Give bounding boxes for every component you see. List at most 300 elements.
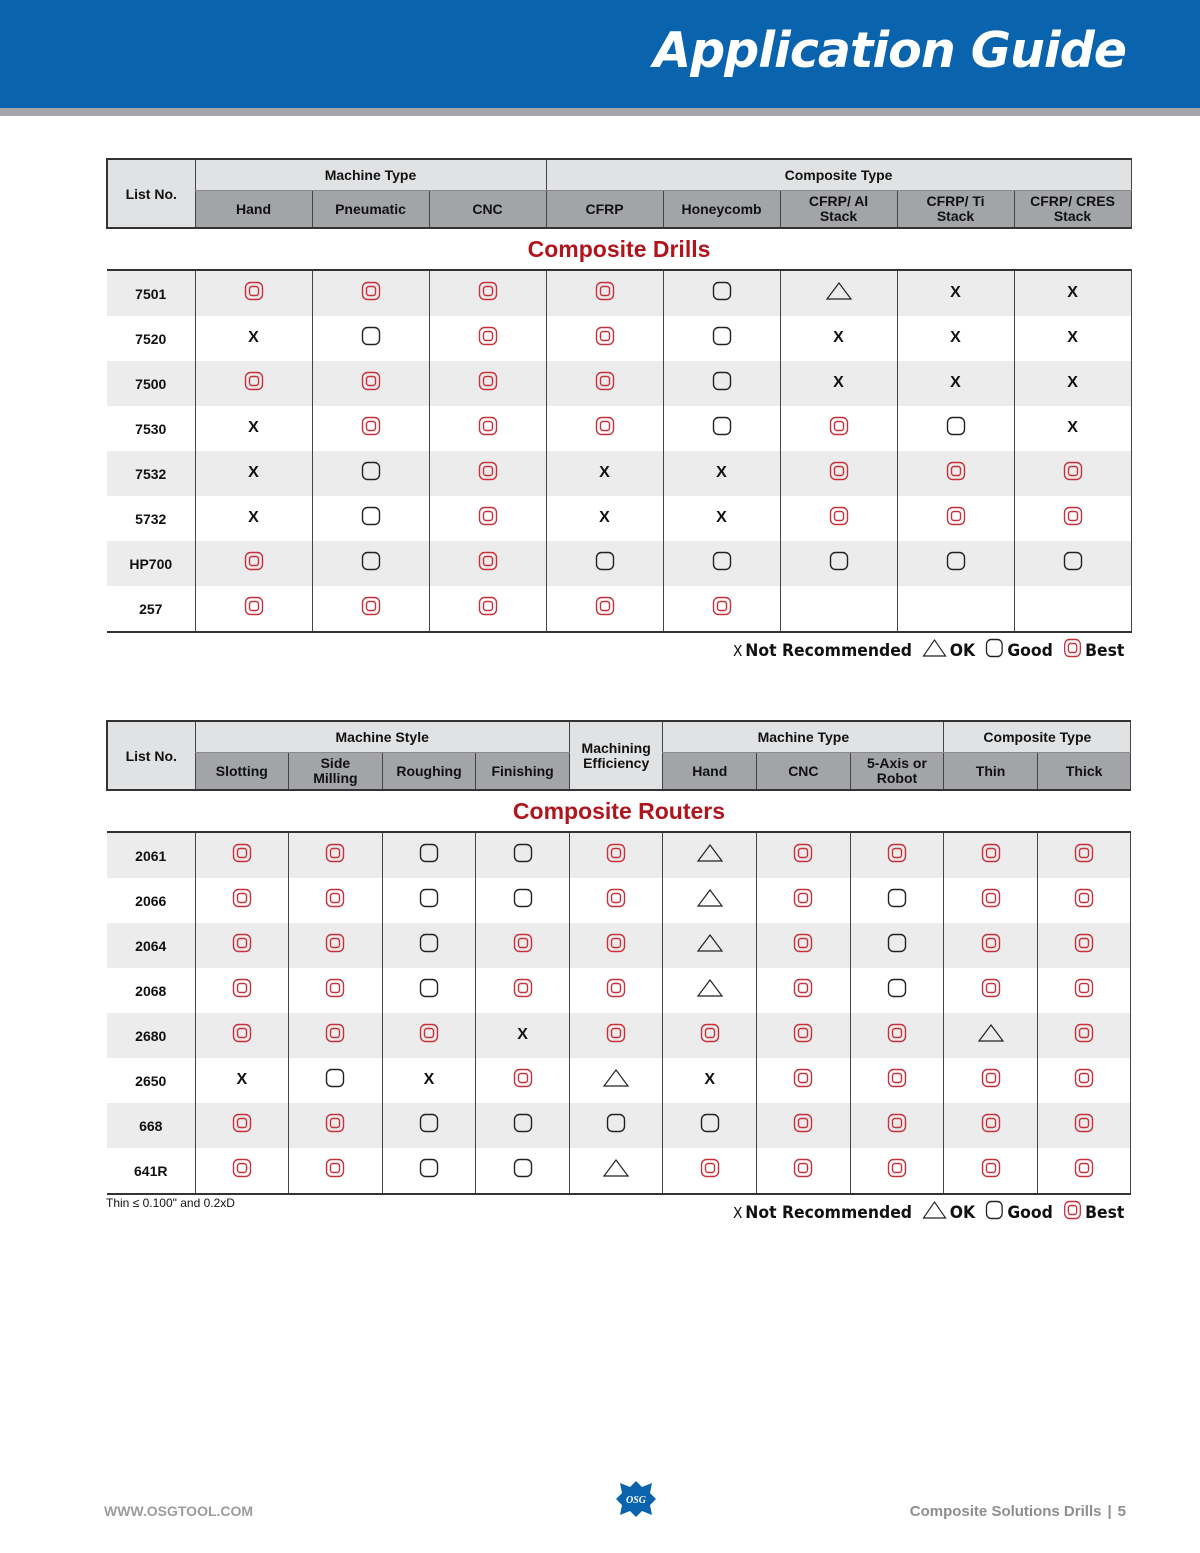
rating-cell	[289, 968, 383, 1013]
rating-cell	[289, 1103, 383, 1148]
rating-cell	[195, 1148, 289, 1194]
good-icon	[945, 416, 967, 441]
rating-cell	[382, 1058, 476, 1103]
best-icon	[594, 326, 616, 351]
best-icon	[605, 978, 627, 1003]
rating-cell	[944, 832, 1038, 878]
group-header-composite-type: Composite Type	[944, 721, 1131, 753]
rating-cell	[382, 878, 476, 923]
rating-cell	[757, 1058, 851, 1103]
not-recommended-mark: X	[950, 284, 961, 302]
list-number: 2650	[135, 1072, 167, 1089]
best-icon	[477, 506, 499, 531]
not-recommended-mark: X	[599, 509, 610, 527]
table-row	[107, 586, 1131, 632]
list-no-header: List No.	[107, 721, 195, 790]
rating-cell	[663, 541, 780, 586]
best-icon	[231, 978, 253, 1003]
footnote: Thin ≤ 0.100" and 0.2xD	[106, 1196, 235, 1210]
rating-cell	[663, 832, 757, 878]
best-icon	[792, 1158, 814, 1183]
best-icon	[324, 1023, 346, 1048]
rating-cell	[850, 832, 944, 878]
good-icon	[360, 506, 382, 531]
col-header-honeycomb: Honeycomb	[663, 191, 780, 229]
rating-cell	[289, 1058, 383, 1103]
rating-cell	[429, 361, 546, 406]
ok-icon	[977, 1023, 1005, 1048]
best-icon	[477, 281, 499, 306]
best-icon	[594, 281, 616, 306]
list-number: 7530	[135, 420, 167, 437]
rating-cell	[897, 586, 1014, 632]
best-icon	[324, 1113, 346, 1138]
rating-cell	[476, 1013, 570, 1058]
footer-doc-title: Composite Solutions Drills	[909, 1503, 1102, 1520]
table-row	[107, 1103, 1131, 1148]
footer-url[interactable]: WWW.OSGTOOL.COM	[104, 1503, 254, 1519]
legend-label: Good	[1006, 640, 1053, 661]
best-icon	[324, 1158, 346, 1183]
list-number: 2066	[135, 892, 167, 909]
rating-cell	[546, 541, 663, 586]
rating-cell	[312, 496, 429, 541]
rating-cell	[850, 1013, 944, 1058]
ok-icon	[825, 281, 853, 306]
best-icon	[945, 461, 967, 486]
legend-label: Not Recommended	[744, 640, 912, 661]
not-recommended-mark: X	[704, 1071, 716, 1089]
rating-cell	[289, 832, 383, 878]
best-icon	[594, 416, 616, 441]
table-row	[107, 832, 1131, 878]
legend-good-icon	[984, 638, 1004, 663]
best-icon	[980, 888, 1002, 913]
col-header-pneumatic: Pneumatic	[312, 191, 429, 229]
rating-cell	[312, 406, 429, 451]
best-icon	[792, 978, 814, 1003]
rating-cell	[476, 1148, 570, 1194]
rating-cell	[944, 923, 1038, 968]
col-header-roughing: Roughing	[382, 753, 476, 791]
best-icon	[886, 1113, 908, 1138]
col-header-text: CFRP/ Ti Stack	[926, 193, 985, 224]
page-number: 5	[1117, 1503, 1126, 1520]
rating-cell	[382, 1103, 476, 1148]
list-number: 7520	[135, 330, 167, 347]
page-title: Application Guide	[653, 22, 1126, 79]
best-icon	[792, 1113, 814, 1138]
rating-cell	[429, 541, 546, 586]
rating-cell	[569, 923, 663, 968]
best-icon	[324, 888, 346, 913]
best-icon	[1073, 1158, 1095, 1183]
good-icon	[418, 1113, 440, 1138]
rating-cell	[1014, 451, 1131, 496]
rating-cell	[663, 1148, 757, 1194]
rating-cell	[1037, 1013, 1131, 1058]
rating-cell	[1014, 270, 1131, 316]
best-icon	[886, 1023, 908, 1048]
best-icon	[980, 1113, 1002, 1138]
list-number: 5732	[135, 510, 167, 527]
col-header-thin: Thin	[944, 753, 1038, 791]
best-icon	[231, 1113, 253, 1138]
good-icon	[418, 978, 440, 1003]
col-header-thick: Thick	[1037, 753, 1131, 791]
rating-cell	[757, 878, 851, 923]
best-icon	[1062, 506, 1084, 531]
best-icon	[324, 978, 346, 1003]
legend-label: OK	[949, 1202, 975, 1223]
best-icon	[828, 506, 850, 531]
ok-icon	[696, 888, 724, 913]
good-icon	[711, 371, 733, 396]
legend-label: Not Recommended	[744, 1202, 912, 1223]
legend-ok-icon	[921, 1200, 947, 1225]
best-icon	[231, 843, 253, 868]
legend-x-icon: X	[732, 641, 743, 660]
legend-label: Best	[1084, 1202, 1124, 1223]
good-icon	[711, 326, 733, 351]
list-number: 7532	[107, 451, 195, 496]
rating-cell	[195, 451, 312, 496]
rating-cell	[897, 451, 1014, 496]
col-header-cfrp-al-stack	[780, 191, 897, 229]
rating-cell	[897, 406, 1014, 451]
col-header-cfrp: CFRP	[546, 191, 663, 229]
rating-cell	[897, 496, 1014, 541]
rating-cell	[663, 1013, 757, 1058]
rating-cell	[382, 923, 476, 968]
table-row	[107, 1058, 1131, 1103]
rating-cell	[1014, 586, 1131, 632]
col-header-hand: Hand	[663, 753, 757, 791]
rating-cell	[663, 586, 780, 632]
rating-cell	[1014, 316, 1131, 361]
not-recommended-mark: X	[248, 419, 259, 437]
rating-cell	[195, 968, 289, 1013]
table-row	[107, 968, 1131, 1013]
list-number: 2680	[107, 1013, 195, 1058]
best-icon	[605, 1023, 627, 1048]
rating-cell	[195, 923, 289, 968]
best-icon	[792, 933, 814, 958]
not-recommended-mark: X	[423, 1071, 435, 1089]
col-header-cfrp-cres-stack	[1014, 191, 1131, 229]
rating-cell	[546, 406, 663, 451]
rating-cell	[663, 316, 780, 361]
rating-cell	[897, 316, 1014, 361]
rating-cell	[944, 968, 1038, 1013]
rating-cell	[663, 361, 780, 406]
table-row	[107, 923, 1131, 968]
rating-cell	[312, 541, 429, 586]
best-icon	[477, 371, 499, 396]
rating-cell	[850, 1148, 944, 1194]
legend-good-icon	[984, 1200, 1004, 1225]
best-icon	[1073, 933, 1095, 958]
rating-cell	[546, 586, 663, 632]
not-recommended-mark: X	[833, 329, 844, 347]
best-icon	[711, 596, 733, 621]
rating-cell	[429, 496, 546, 541]
good-icon	[945, 551, 967, 576]
best-icon	[792, 1023, 814, 1048]
rating-cell	[780, 586, 897, 632]
list-number: 641R	[107, 1148, 195, 1194]
good-icon	[512, 1158, 534, 1183]
not-recommended-mark: X	[248, 329, 259, 347]
best-icon	[605, 933, 627, 958]
rating-cell	[429, 270, 546, 316]
rating-cell	[850, 968, 944, 1013]
rating-cell	[663, 968, 757, 1013]
drills-table	[106, 158, 1132, 633]
rating-cell	[476, 1103, 570, 1148]
rating-cell	[1037, 1103, 1131, 1148]
rating-cell	[289, 1148, 383, 1194]
not-recommended-mark: X	[248, 509, 259, 527]
rating-cell	[195, 832, 289, 878]
rating-cell	[195, 541, 312, 586]
best-icon	[231, 888, 253, 913]
good-icon	[886, 888, 908, 913]
best-icon	[594, 371, 616, 396]
rating-cell	[944, 1103, 1038, 1148]
rating-cell	[195, 316, 312, 361]
rating-cell	[569, 1103, 663, 1148]
rating-cell	[780, 406, 897, 451]
best-icon	[360, 416, 382, 441]
group-header-machine-type: Machine Type	[663, 721, 944, 753]
good-icon	[360, 461, 382, 486]
best-icon	[360, 371, 382, 396]
best-icon	[1062, 461, 1084, 486]
good-icon	[711, 416, 733, 441]
best-icon	[231, 933, 253, 958]
rating-cell	[944, 1013, 1038, 1058]
best-icon	[324, 843, 346, 868]
table-row	[107, 361, 1131, 406]
ok-icon	[696, 933, 724, 958]
best-icon	[243, 551, 265, 576]
legend-label: Good	[1006, 1202, 1053, 1223]
rating-cell	[1014, 541, 1131, 586]
rating-cell	[569, 878, 663, 923]
good-icon	[699, 1113, 721, 1138]
good-icon	[711, 551, 733, 576]
col-header-cnc: CNC	[429, 191, 546, 229]
not-recommended-mark: X	[716, 464, 727, 482]
footer-separator: |	[1107, 1503, 1112, 1520]
not-recommended-mark: X	[248, 464, 259, 482]
list-number: 7500	[107, 361, 195, 406]
list-number: 2068	[135, 982, 167, 999]
rating-cell	[663, 1103, 757, 1148]
best-icon	[1073, 1068, 1095, 1093]
col-header-text: CFRP/ CRES Stack	[1030, 193, 1115, 224]
rating-cell	[476, 878, 570, 923]
rating-cell	[476, 1058, 570, 1103]
not-recommended-mark: X	[950, 374, 961, 392]
col-header-side-milling	[289, 753, 383, 791]
rating-cell	[569, 832, 663, 878]
rating-cell	[195, 270, 312, 316]
rating-cell	[1037, 1058, 1131, 1103]
rating-cell	[663, 1058, 757, 1103]
col-header-5-axis-robot	[850, 753, 944, 791]
rating-cell	[897, 541, 1014, 586]
group-header-composite-type: Composite Type	[546, 159, 1131, 191]
good-icon	[711, 281, 733, 306]
best-icon	[243, 281, 265, 306]
rating-cell	[780, 451, 897, 496]
ok-icon	[696, 978, 724, 1003]
best-icon	[418, 1023, 440, 1048]
legend-label: Best	[1084, 640, 1124, 661]
rating-cell	[195, 406, 312, 451]
good-icon	[418, 1158, 440, 1183]
best-icon	[945, 506, 967, 531]
best-icon	[324, 933, 346, 958]
list-number: 257	[107, 586, 195, 632]
section-title-drills: Composite Drills	[527, 235, 711, 262]
header-stripe	[0, 108, 1200, 116]
ok-icon	[602, 1158, 630, 1183]
table-row	[107, 496, 1131, 541]
rating-cell	[289, 878, 383, 923]
rating-cell	[195, 1103, 289, 1148]
best-icon	[477, 551, 499, 576]
rating-cell	[546, 316, 663, 361]
rating-cell	[429, 406, 546, 451]
rating-cell	[195, 878, 289, 923]
best-icon	[980, 1068, 1002, 1093]
rating-cell	[757, 1148, 851, 1194]
best-icon	[360, 596, 382, 621]
rating-cell	[476, 923, 570, 968]
col-header-finishing: Finishing	[476, 753, 570, 791]
best-icon	[980, 1158, 1002, 1183]
best-icon	[1073, 1023, 1095, 1048]
rating-cell	[476, 832, 570, 878]
rating-cell	[663, 406, 780, 451]
good-icon	[324, 1068, 346, 1093]
rating-cell	[663, 496, 780, 541]
col-header-cnc: CNC	[757, 753, 851, 791]
rating-cell	[663, 923, 757, 968]
rating-cell	[780, 270, 897, 316]
rating-cell	[382, 1013, 476, 1058]
good-icon	[418, 933, 440, 958]
list-number: 2061	[107, 832, 195, 878]
rating-cell	[312, 316, 429, 361]
rating-cell	[850, 1058, 944, 1103]
best-icon	[828, 461, 850, 486]
good-icon	[512, 843, 534, 868]
rating-cell	[1014, 406, 1131, 451]
rating-cell	[569, 1058, 663, 1103]
good-icon	[512, 1113, 534, 1138]
good-icon	[512, 888, 534, 913]
best-icon	[231, 1023, 253, 1048]
best-icon	[477, 326, 499, 351]
legend-best-icon	[1062, 1200, 1082, 1225]
rating-cell	[757, 1103, 851, 1148]
best-icon	[594, 596, 616, 621]
best-icon	[886, 843, 908, 868]
table-row	[107, 451, 1131, 496]
rating-cell	[850, 878, 944, 923]
section-title-routers: Composite Routers	[512, 797, 726, 824]
best-icon	[792, 888, 814, 913]
rating-cell	[757, 832, 851, 878]
best-icon	[605, 888, 627, 913]
good-icon	[886, 978, 908, 1003]
best-icon	[512, 1068, 534, 1093]
rating-cell	[195, 361, 312, 406]
rating-cell	[1037, 832, 1131, 878]
group-header-machine-type: Machine Type	[195, 159, 546, 191]
best-icon	[980, 933, 1002, 958]
best-icon	[477, 596, 499, 621]
best-icon	[792, 843, 814, 868]
good-icon	[360, 326, 382, 351]
rating-cell	[569, 1148, 663, 1194]
rating-cell	[476, 968, 570, 1013]
col-header-machining-efficiency	[569, 721, 663, 790]
good-icon	[594, 551, 616, 576]
not-recommended-mark: X	[236, 1071, 248, 1089]
osg-logo-icon	[614, 1479, 658, 1519]
good-icon	[360, 551, 382, 576]
rating-cell	[429, 451, 546, 496]
group-header-machine-style: Machine Style	[195, 721, 569, 753]
table-row	[107, 1013, 1131, 1058]
best-icon	[605, 843, 627, 868]
good-icon	[605, 1113, 627, 1138]
rating-cell	[850, 1103, 944, 1148]
rating-cell	[757, 968, 851, 1013]
not-recommended-mark: X	[517, 1026, 528, 1044]
rating-cell	[546, 270, 663, 316]
not-recommended-mark: X	[716, 509, 727, 527]
best-icon	[477, 461, 499, 486]
col-header-slotting: Slotting	[195, 753, 289, 791]
best-icon	[243, 596, 265, 621]
rating-cell	[382, 832, 476, 878]
list-no-header: List No.	[107, 159, 195, 228]
not-recommended-mark: X	[833, 374, 844, 392]
rating-cell	[663, 451, 780, 496]
best-icon	[512, 933, 534, 958]
rating-cell	[850, 923, 944, 968]
best-icon	[699, 1158, 721, 1183]
not-recommended-mark: X	[599, 464, 610, 482]
rating-cell	[289, 923, 383, 968]
rating-cell	[289, 1013, 383, 1058]
rating-cell	[1037, 878, 1131, 923]
rating-cell	[757, 923, 851, 968]
col-header-text: Side Milling	[313, 755, 358, 786]
rating-cell	[546, 451, 663, 496]
ok-icon	[602, 1068, 630, 1093]
rating-cell	[1014, 496, 1131, 541]
best-icon	[1073, 843, 1095, 868]
good-icon	[418, 888, 440, 913]
footer-title	[910, 1503, 1126, 1520]
